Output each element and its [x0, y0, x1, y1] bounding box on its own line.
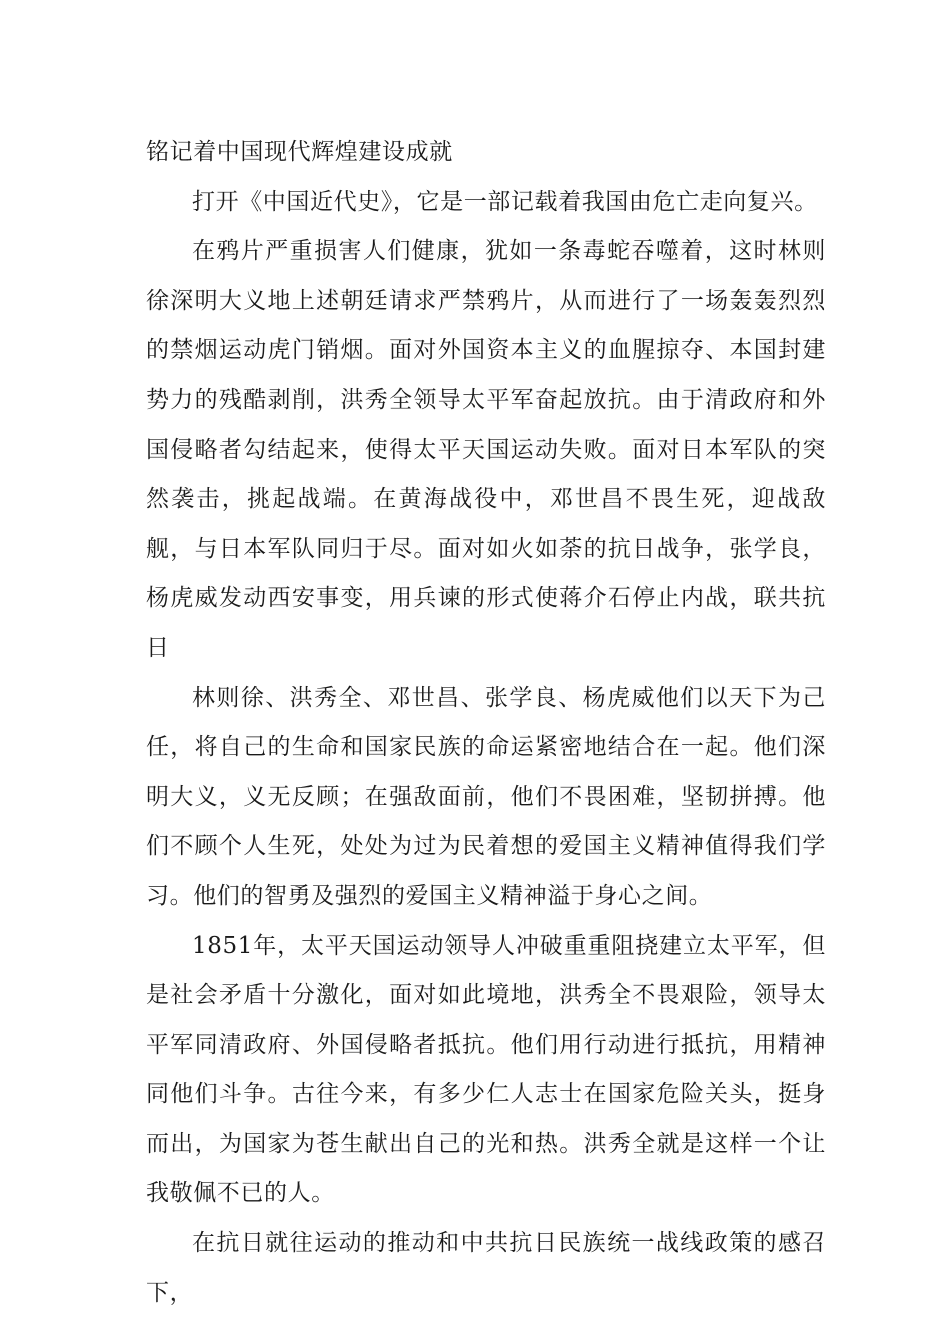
- paragraph-anti-japanese: 在抗日就往运动的推动和中共抗日民族统一战线政策的感召下，: [146, 1230, 826, 1306]
- paragraph-taiping: 1851年，太平天国运动领导人冲破重重阻挠建立太平军，但是社会矛盾十分激化，面对如此境地，洪秀全不畏艰险，领导太平军同清政府、外国侵略者抵抗。他们用行动进行抵抗，用精神同他们斗争。古往今来，有多少仁人志士在国家危险关头，挺身而出，为国家为苍生献出自己的光和热。洪秀全就是这样一个让我敬佩不已的人。: [146, 932, 826, 1207]
- paragraph-history: 在鸦片严重损害人们健康，犹如一条毒蛇吞噬着，这时林则徐深明大义地上述朝廷请求严禁鸦片，从而进行了一场轰轰烈烈的禁烟运动虎门销烟。面对外国资本主义的血腥掠夺、本国封建势力的残酷剥削，洪秀全领导太平军奋起放抗。由于清政府和外国侵略者勾结起来，使得太平天国运动失败。面对日本军队的突然袭击，挑起战端。在黄海战役中，邓世昌不畏生死，迎战敌舰，与日本军队同归于尽。面对如火如荼的抗日战争，张学良，杨虎威发动西安事变，用兵谏的形式使蒋介石停止内战，联共抗日: [146, 238, 826, 661]
- paragraph-patriots: 林则徐、洪秀全、邓世昌、张学良、杨虎威他们以天下为己任，将自己的生命和国家民族的命运紧密地结合在一起。他们深明大义，义无反顾；在强敌面前，他们不畏困难，坚韧拼搏。他们不顾个人生死，处处为过为民着想的爱国主义精神值得我们学习。他们的智勇及强烈的爱国主义精神溢于身心之间。: [146, 684, 826, 909]
- document-body: [146, 128, 826, 1318]
- paragraph-intro: 打开《中国近代史》，它是一部记载着我国由危亡走向复兴。: [192, 188, 818, 215]
- document-title: 铭记着中国现代辉煌建设成就: [146, 139, 453, 165]
